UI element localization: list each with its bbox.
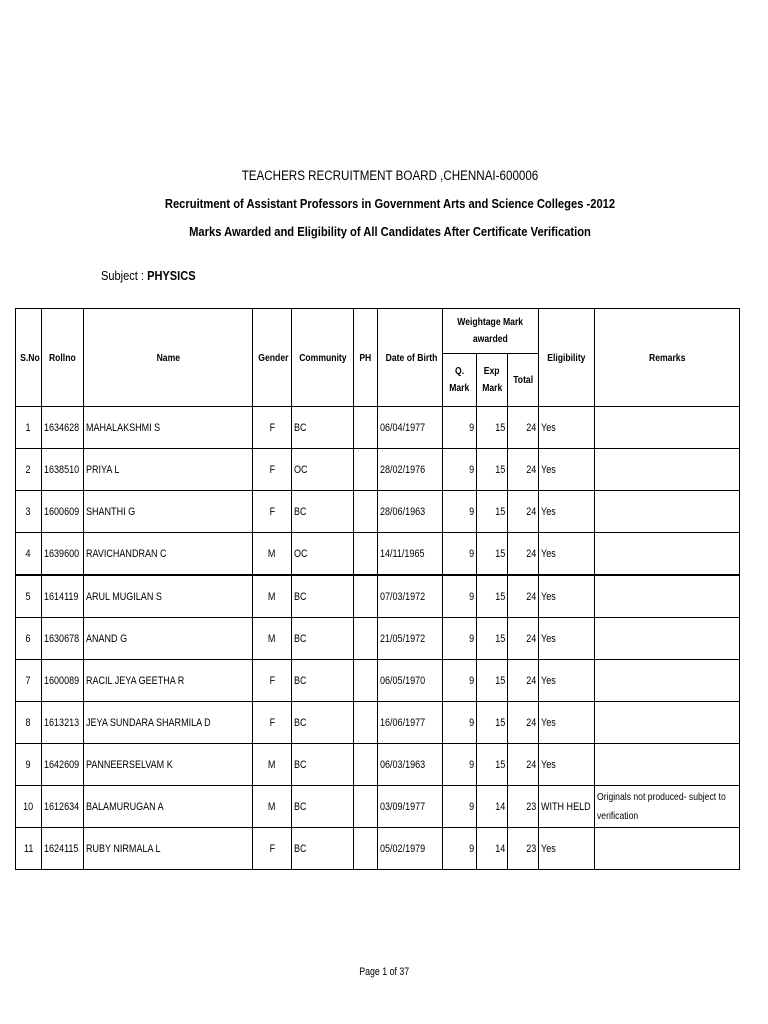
cell-expmark: 15 <box>477 702 508 744</box>
header-dob: Date of Birth <box>378 309 443 407</box>
cell-sno: 4 <box>16 533 42 576</box>
cell-dob: 14/11/1965 <box>378 533 443 576</box>
table-row <box>16 660 740 702</box>
cell-eligibility: Yes <box>539 660 595 702</box>
cell-dob: 03/09/1977 <box>378 786 443 828</box>
page-footer <box>0 966 768 978</box>
cell-total: 24 <box>508 491 539 533</box>
cell-sno: 7 <box>16 660 42 702</box>
cell-name: ARUL MUGILAN S <box>84 575 253 618</box>
cell-sno: 8 <box>16 702 42 744</box>
cell-dob: 16/06/1977 <box>378 702 443 744</box>
cell-qmark: 9 <box>443 407 477 449</box>
table-row <box>16 575 740 618</box>
header-community: Community <box>292 309 354 407</box>
cell-ph <box>354 575 378 618</box>
cell-qmark: 9 <box>443 575 477 618</box>
cell-ph <box>354 407 378 449</box>
cell-expmark: 15 <box>477 744 508 786</box>
cell-name: MAHALAKSHMI S <box>84 407 253 449</box>
cell-total: 24 <box>508 660 539 702</box>
cell-total: 24 <box>508 449 539 491</box>
cell-name: JEYA SUNDARA SHARMILA D <box>84 702 253 744</box>
cell-qmark: 9 <box>443 449 477 491</box>
cell-rollno: 1634628 <box>42 407 84 449</box>
cell-dob: 21/05/1972 <box>378 618 443 660</box>
cell-community: BC <box>292 618 354 660</box>
header-rollno: Rollno <box>42 309 84 407</box>
cell-gender: M <box>253 575 292 618</box>
cell-total: 24 <box>508 702 539 744</box>
cell-name: PANNEERSELVAM K <box>84 744 253 786</box>
cell-eligibility: Yes <box>539 449 595 491</box>
cell-remarks <box>595 533 740 576</box>
cell-expmark: 15 <box>477 407 508 449</box>
cell-community: BC <box>292 407 354 449</box>
header-eligibility: Eligibility <box>539 309 595 407</box>
cell-sno: 9 <box>16 744 42 786</box>
cell-total: 23 <box>508 786 539 828</box>
cell-name: RUBY NIRMALA L <box>84 828 253 870</box>
cell-dob: 06/03/1963 <box>378 744 443 786</box>
cell-rollno: 1612634 <box>42 786 84 828</box>
cell-gender: F <box>253 702 292 744</box>
cell-expmark: 15 <box>477 575 508 618</box>
document-header <box>0 162 768 246</box>
cell-qmark: 9 <box>443 533 477 576</box>
cell-name: PRIYA L <box>84 449 253 491</box>
table-row <box>16 491 740 533</box>
cell-ph <box>354 744 378 786</box>
cell-ph <box>354 786 378 828</box>
cell-eligibility: Yes <box>539 702 595 744</box>
cell-remarks <box>595 575 740 618</box>
cell-qmark: 9 <box>443 828 477 870</box>
cell-community: BC <box>292 828 354 870</box>
cell-remarks <box>595 828 740 870</box>
cell-gender: F <box>253 828 292 870</box>
cell-eligibility: Yes <box>539 618 595 660</box>
board-title: TEACHERS RECRUITMENT BOARD ,CHENNAI-600006 <box>241 168 539 183</box>
cell-ph <box>354 828 378 870</box>
cell-ph <box>354 449 378 491</box>
header-expmark: Exp Mark <box>477 354 508 407</box>
cell-eligibility: Yes <box>539 533 595 576</box>
cell-total: 24 <box>508 744 539 786</box>
cell-expmark: 15 <box>477 449 508 491</box>
cell-name: RACIL JEYA GEETHA R <box>84 660 253 702</box>
cell-rollno: 1600089 <box>42 660 84 702</box>
cell-rollno: 1642609 <box>42 744 84 786</box>
cell-community: BC <box>292 660 354 702</box>
cell-ph <box>354 702 378 744</box>
cell-qmark: 9 <box>443 744 477 786</box>
table-row <box>16 702 740 744</box>
cell-name: RAVICHANDRAN C <box>84 533 253 576</box>
cell-qmark: 9 <box>443 702 477 744</box>
header-total: Total <box>508 354 539 407</box>
cell-expmark: 15 <box>477 618 508 660</box>
cell-total: 24 <box>508 533 539 576</box>
cell-ph <box>354 660 378 702</box>
header-name: Name <box>84 309 253 407</box>
cell-dob: 06/04/1977 <box>378 407 443 449</box>
cell-dob: 28/02/1976 <box>378 449 443 491</box>
cell-qmark: 9 <box>443 491 477 533</box>
table-row <box>16 618 740 660</box>
cell-community: OC <box>292 449 354 491</box>
cell-eligibility: Yes <box>539 575 595 618</box>
cell-sno: 1 <box>16 407 42 449</box>
cell-expmark: 14 <box>477 786 508 828</box>
cell-remarks <box>595 618 740 660</box>
cell-rollno: 1614119 <box>42 575 84 618</box>
cell-expmark: 15 <box>477 660 508 702</box>
cell-rollno: 1639600 <box>42 533 84 576</box>
table-body <box>16 407 740 870</box>
header-remarks: Remarks <box>595 309 740 407</box>
marks-table <box>15 308 740 870</box>
table-row <box>16 786 740 828</box>
cell-gender: F <box>253 491 292 533</box>
cell-ph <box>354 533 378 576</box>
cell-qmark: 9 <box>443 786 477 828</box>
cell-sno: 11 <box>16 828 42 870</box>
cell-eligibility: Yes <box>539 744 595 786</box>
cell-ph <box>354 618 378 660</box>
subject-label: Subject : <box>101 268 148 283</box>
cell-qmark: 9 <box>443 660 477 702</box>
page-number: Page 1 of 37 <box>359 966 409 978</box>
cell-total: 23 <box>508 828 539 870</box>
cell-community: OC <box>292 533 354 576</box>
cell-rollno: 1630678 <box>42 618 84 660</box>
cell-remarks: Originals not produced- subject to verification <box>595 786 740 828</box>
header-gender: Gender <box>253 309 292 407</box>
cell-sno: 2 <box>16 449 42 491</box>
cell-sno: 5 <box>16 575 42 618</box>
marks-title: Marks Awarded and Eligibility of All Candidates After Certificate Verification <box>189 224 591 239</box>
cell-name: BALAMURUGAN A <box>84 786 253 828</box>
cell-gender: F <box>253 449 292 491</box>
subject-value: PHYSICS <box>147 268 196 283</box>
table-row <box>16 533 740 576</box>
header-ph: PH <box>354 309 378 407</box>
header-weightage: Weightage Mark awarded <box>443 309 539 354</box>
cell-rollno: 1600609 <box>42 491 84 533</box>
cell-remarks <box>595 491 740 533</box>
cell-sno: 3 <box>16 491 42 533</box>
cell-community: BC <box>292 702 354 744</box>
cell-eligibility: WITH HELD <box>539 786 595 828</box>
cell-remarks <box>595 744 740 786</box>
cell-dob: 06/05/1970 <box>378 660 443 702</box>
recruitment-title: Recruitment of Assistant Professors in Government Arts and Science Colleges -2012 <box>164 196 616 211</box>
cell-qmark: 9 <box>443 618 477 660</box>
cell-eligibility: Yes <box>539 491 595 533</box>
cell-community: BC <box>292 491 354 533</box>
subject-line <box>101 268 196 283</box>
cell-name: SHANTHI G <box>84 491 253 533</box>
cell-rollno: 1613213 <box>42 702 84 744</box>
cell-gender: M <box>253 533 292 576</box>
cell-ph <box>354 491 378 533</box>
table-row <box>16 449 740 491</box>
cell-rollno: 1624115 <box>42 828 84 870</box>
cell-remarks <box>595 660 740 702</box>
cell-gender: M <box>253 786 292 828</box>
cell-sno: 10 <box>16 786 42 828</box>
cell-gender: F <box>253 660 292 702</box>
cell-dob: 07/03/1972 <box>378 575 443 618</box>
cell-expmark: 14 <box>477 828 508 870</box>
cell-eligibility: Yes <box>539 828 595 870</box>
table-row <box>16 744 740 786</box>
cell-gender: M <box>253 744 292 786</box>
cell-dob: 28/06/1963 <box>378 491 443 533</box>
header-qmark: Q. Mark <box>443 354 477 407</box>
cell-eligibility: Yes <box>539 407 595 449</box>
cell-sno: 6 <box>16 618 42 660</box>
table-row <box>16 828 740 870</box>
cell-dob: 05/02/1979 <box>378 828 443 870</box>
cell-name: ANAND G <box>84 618 253 660</box>
cell-total: 24 <box>508 407 539 449</box>
header-sno: S.No <box>16 309 42 407</box>
cell-total: 24 <box>508 575 539 618</box>
cell-remarks <box>595 449 740 491</box>
cell-rollno: 1638510 <box>42 449 84 491</box>
cell-expmark: 15 <box>477 491 508 533</box>
table-row <box>16 407 740 449</box>
cell-remarks <box>595 702 740 744</box>
cell-gender: M <box>253 618 292 660</box>
cell-community: BC <box>292 744 354 786</box>
cell-remarks <box>595 407 740 449</box>
cell-community: BC <box>292 786 354 828</box>
cell-gender: F <box>253 407 292 449</box>
cell-expmark: 15 <box>477 533 508 576</box>
cell-total: 24 <box>508 618 539 660</box>
cell-community: BC <box>292 575 354 618</box>
